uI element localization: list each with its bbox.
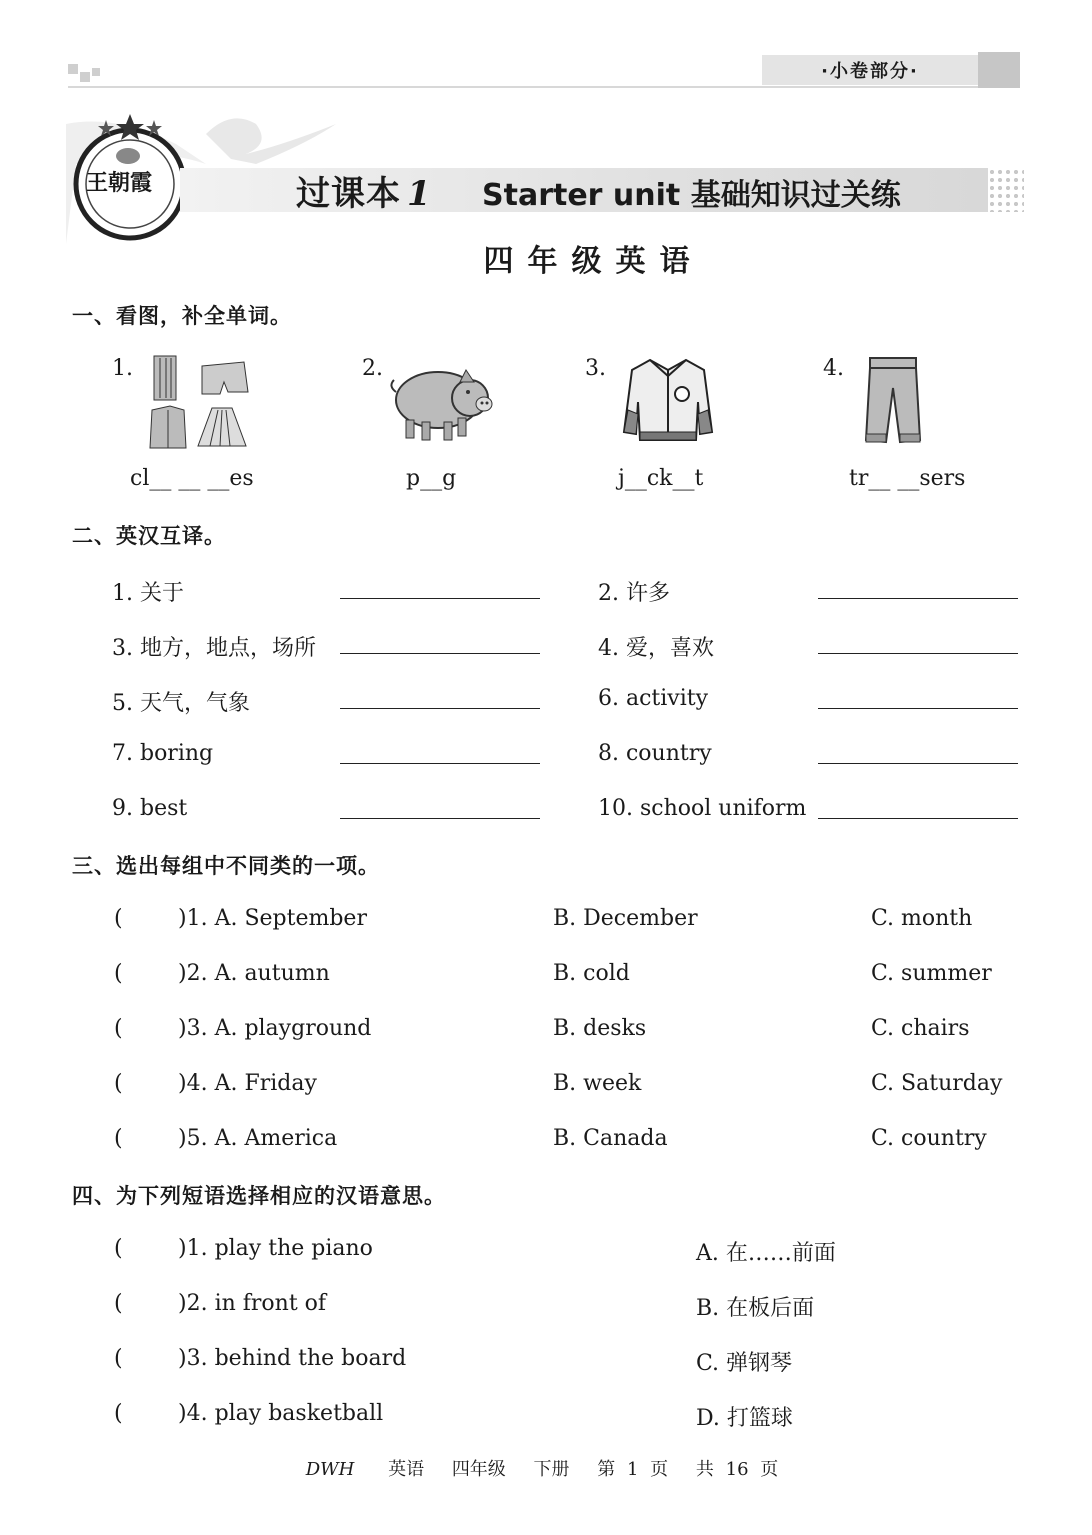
s2-answer-blank[interactable]: [818, 818, 1018, 819]
corner-decoration: [92, 68, 100, 76]
s4-phrase: )3. behind the board: [178, 1346, 407, 1371]
title-en: Starter unit 基础知识过关练: [482, 178, 901, 213]
s1-item-num: 2.: [362, 356, 383, 381]
section3-heading: 三、选出每组中不同类的一项。: [72, 854, 380, 878]
s2-item: 7. boring: [112, 741, 214, 766]
s3-question: )4. A. Friday: [178, 1071, 317, 1096]
logo-name: 王朝霞: [86, 170, 153, 196]
s2-answer-blank[interactable]: [340, 708, 540, 709]
s3-answer-paren[interactable]: (: [114, 1126, 123, 1151]
s3-question: )3. A. playground: [178, 1016, 372, 1041]
s4-phrase: )2. in front of: [178, 1291, 327, 1316]
s1-word: p__g: [406, 466, 457, 491]
s4-phrase: )1. play the piano: [178, 1236, 373, 1261]
s2-answer-blank[interactable]: [818, 653, 1018, 654]
trousers-icon: [862, 354, 924, 446]
title-cn: [296, 166, 432, 215]
footer-grade: 四年级: [451, 1459, 506, 1480]
s2-answer-blank[interactable]: [340, 763, 540, 764]
s2-answer-blank[interactable]: [818, 598, 1018, 599]
footer-page: 第 1 页: [597, 1459, 669, 1480]
s2-item: 4. 爱，喜欢: [598, 636, 714, 661]
s4-phrase: )4. play basketball: [178, 1401, 384, 1426]
s2-item: 1. 关于: [112, 581, 184, 606]
header-rule: [68, 86, 1020, 88]
s4-answer-paren[interactable]: (: [114, 1291, 123, 1316]
title-cn-text: 过课本: [296, 174, 401, 214]
s3-option-b: B. cold: [553, 961, 630, 986]
title-number: 1: [407, 174, 432, 214]
s2-answer-blank[interactable]: [818, 708, 1018, 709]
s1-item-num: 1.: [112, 356, 133, 381]
s1-item-num: 4.: [823, 356, 844, 381]
s3-option-b: B. desks: [553, 1016, 647, 1041]
s1-item-num: 3.: [585, 356, 606, 381]
s2-answer-blank[interactable]: [340, 598, 540, 599]
s3-answer-paren[interactable]: (: [114, 1016, 123, 1041]
footer-total: 共 16 页: [695, 1459, 779, 1480]
s2-item: 2. 许多: [598, 581, 670, 606]
corner-decoration: [80, 72, 90, 82]
s3-option-c: C. summer: [871, 961, 992, 986]
page-subtitle: 四年级英语: [483, 244, 704, 279]
s4-answer-paren[interactable]: (: [114, 1236, 123, 1261]
s1-word: cl__ __ __es: [130, 466, 254, 491]
section-tab: ·小卷部分·: [762, 55, 978, 85]
page-footer: [0, 1455, 1092, 1481]
s3-answer-paren[interactable]: (: [114, 961, 123, 986]
s2-item: 6. activity: [598, 686, 709, 711]
s3-option-b: B. Canada: [553, 1126, 668, 1151]
jacket-icon: [620, 352, 716, 448]
s2-item: 3. 地方，地点，场所: [112, 636, 316, 661]
pig-icon: [388, 358, 498, 444]
corner-decoration: [68, 64, 78, 74]
s4-meaning: B. 在板后面: [696, 1296, 815, 1321]
s3-option-c: C. chairs: [871, 1016, 970, 1041]
s2-answer-blank[interactable]: [818, 763, 1018, 764]
s4-meaning: C. 弹钢琴: [696, 1351, 793, 1376]
s4-answer-paren[interactable]: (: [114, 1346, 123, 1371]
s3-answer-paren[interactable]: (: [114, 906, 123, 931]
s2-item: 10. school uniform: [598, 796, 807, 821]
footer-subject: 英语: [388, 1459, 425, 1480]
s2-item: 8. country: [598, 741, 712, 766]
section-tab-marker: [978, 52, 1020, 88]
s3-option-c: C. month: [871, 906, 973, 931]
section1-heading: 一、看图，补全单词。: [72, 304, 292, 328]
s2-answer-blank[interactable]: [340, 818, 540, 819]
s4-answer-paren[interactable]: (: [114, 1401, 123, 1426]
s1-word: tr__ __sers: [849, 466, 966, 491]
s4-meaning: A. 在……前面: [696, 1241, 836, 1266]
s3-question: )2. A. autumn: [178, 961, 330, 986]
s3-option-b: B. week: [553, 1071, 642, 1096]
s2-item: 9. best: [112, 796, 188, 821]
s3-option-b: B. December: [553, 906, 698, 931]
footer-volume: 下册: [533, 1459, 570, 1480]
footer-code: DWH: [305, 1459, 355, 1480]
title-band-dots: [988, 168, 1024, 212]
s2-answer-blank[interactable]: [340, 653, 540, 654]
s2-item: 5. 天气，气象: [112, 691, 250, 716]
section2-heading: 二、英汉互译。: [72, 524, 226, 548]
s3-answer-paren[interactable]: (: [114, 1071, 123, 1096]
s3-question: )5. A. America: [178, 1126, 338, 1151]
clothes-icon: [140, 352, 255, 452]
s3-option-c: C. country: [871, 1126, 987, 1151]
s4-meaning: D. 打篮球: [696, 1406, 793, 1431]
s3-option-c: C. Saturday: [871, 1071, 1003, 1096]
s1-word: j__ck__t: [618, 466, 704, 491]
s3-question: )1. A. September: [178, 906, 367, 931]
section4-heading: 四、为下列短语选择相应的汉语意思。: [72, 1184, 446, 1208]
